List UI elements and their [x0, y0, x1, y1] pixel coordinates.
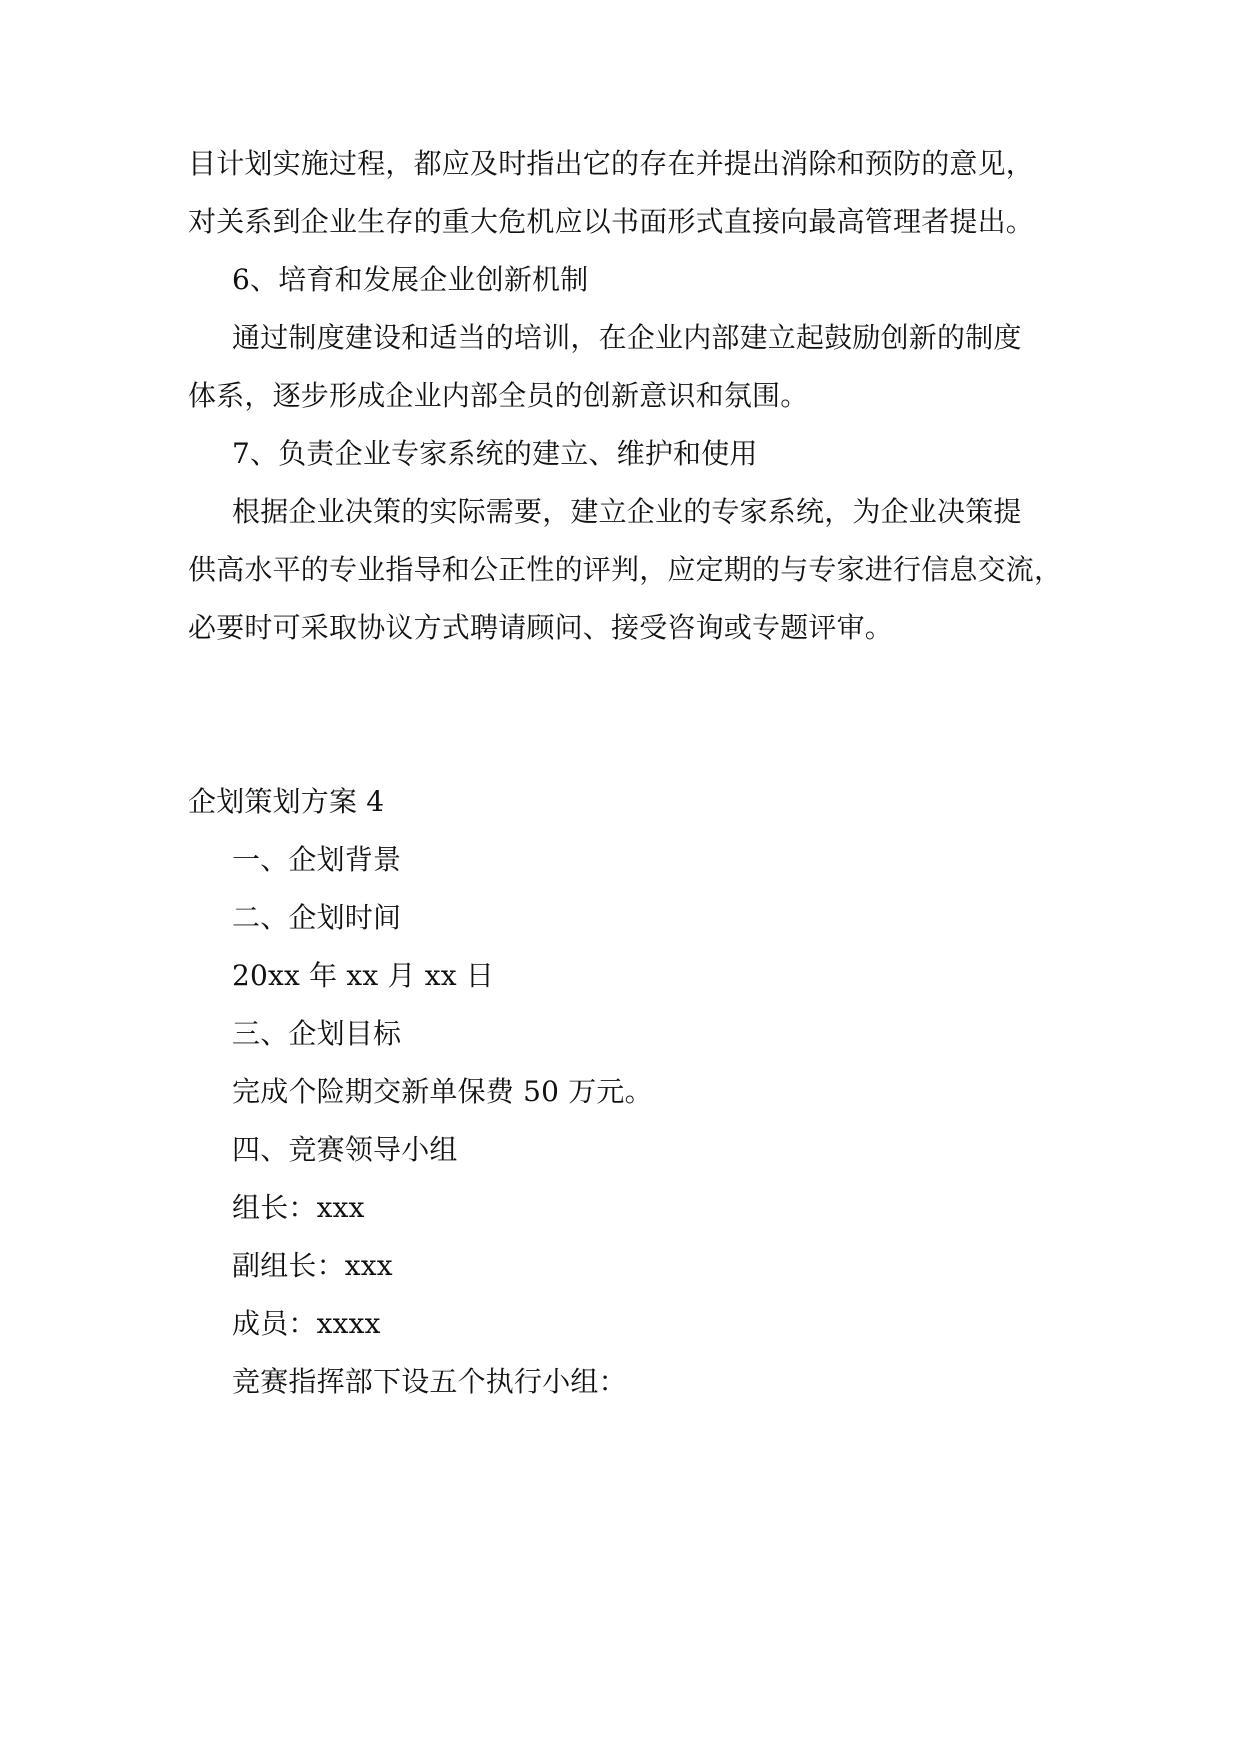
paragraph-line: 目计划实施过程，都应及时指出它的存在并提出消除和预防的意见，	[188, 147, 1035, 180]
groups-text: 竞赛指挥部下设五个执行小组：	[232, 1365, 627, 1398]
goal-text: 完成个险期交新单保费 50 万元。	[232, 1075, 653, 1108]
paragraph-line: 体系，逐步形成企业内部全员的创新意识和氛围。	[188, 379, 809, 412]
leader-text: 组长：xxx	[232, 1191, 365, 1224]
members-text: 成员：xxxx	[232, 1307, 381, 1340]
date-text: 20xx 年 xx 月 xx 日	[232, 959, 495, 992]
paragraph-line: 供高水平的专业指导和公正性的评判，应定期的与专家进行信息交流，	[188, 553, 1063, 586]
list-item: 二、企划时间	[232, 901, 402, 934]
paragraph-line: 对关系到企业生存的重大危机应以书面形式直接向最高管理者提出。	[188, 205, 1035, 238]
list-item: 三、企划目标	[232, 1017, 402, 1050]
section-heading-7: 7、负责企业专家系统的建立、维护和使用	[232, 437, 758, 470]
list-item: 一、企划背景	[232, 843, 402, 876]
vice-leader-text: 副组长：xxx	[232, 1249, 393, 1282]
paragraph-line: 必要时可采取协议方式聘请顾问、接受咨询或专题评审。	[188, 611, 894, 644]
paragraph-line: 根据企业决策的实际需要，建立企业的专家系统，为企业决策提	[232, 495, 1022, 528]
paragraph-line: 通过制度建设和适当的培训，在企业内部建立起鼓励创新的制度	[232, 321, 1022, 354]
section-heading-6: 6、培育和发展企业创新机制	[232, 263, 589, 296]
document-title: 企划策划方案 4	[188, 785, 385, 818]
list-item: 四、竞赛领导小组	[232, 1133, 458, 1166]
